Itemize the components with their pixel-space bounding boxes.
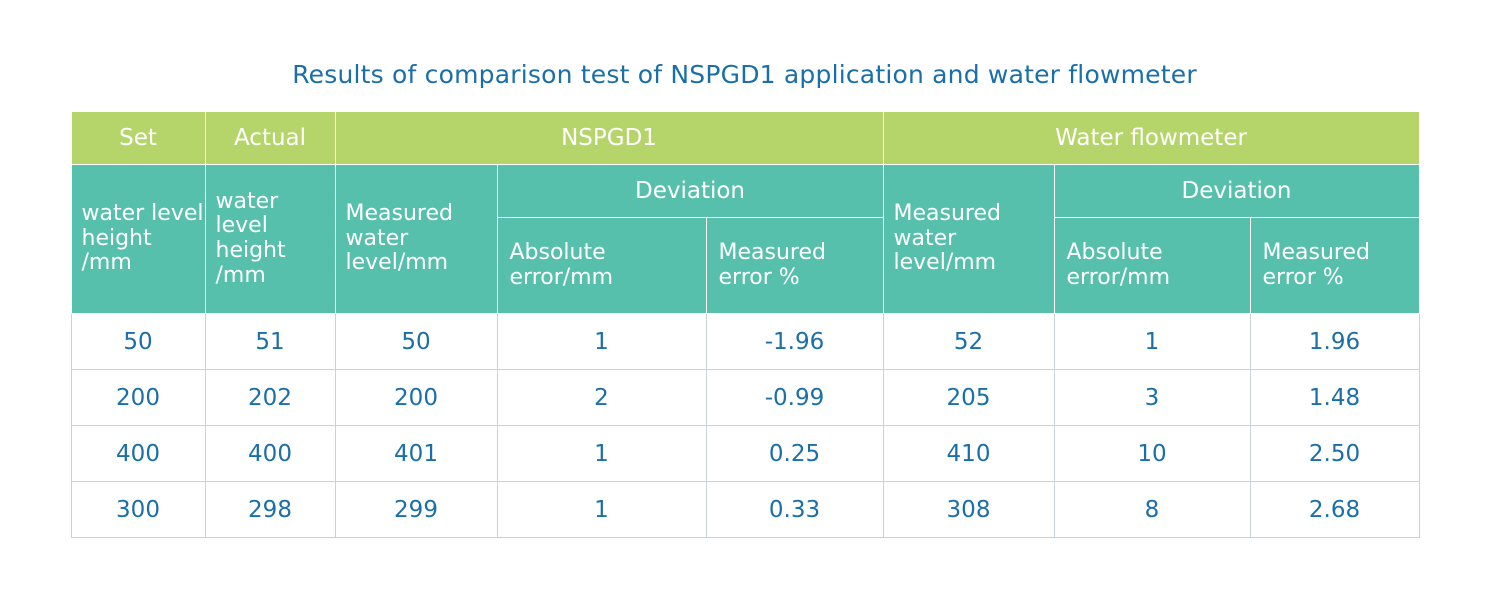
cell-flowmeter-measured: 205 bbox=[883, 370, 1054, 426]
table-body bbox=[71, 314, 1419, 538]
cell-set: 300 bbox=[71, 482, 205, 538]
cell-actual: 51 bbox=[205, 314, 335, 370]
page-title: Results of comparison test of NSPGD1 application and water flowmeter bbox=[292, 60, 1197, 89]
cell-flowmeter-absolute-error: 3 bbox=[1054, 370, 1250, 426]
header-nspgd1-measured-water-level: Measured water level/mm bbox=[335, 165, 497, 314]
cell-nspgd1-absolute-error: 1 bbox=[497, 482, 706, 538]
header-group-nspgd1: NSPGD1 bbox=[335, 112, 883, 165]
header-flowmeter-deviation: Deviation bbox=[1054, 165, 1419, 218]
table-row bbox=[71, 314, 1419, 370]
cell-nspgd1-measured: 200 bbox=[335, 370, 497, 426]
results-table bbox=[71, 111, 1420, 538]
cell-flowmeter-absolute-error: 1 bbox=[1054, 314, 1250, 370]
cell-flowmeter-absolute-error: 8 bbox=[1054, 482, 1250, 538]
table-row bbox=[71, 426, 1419, 482]
header-group-actual: Actual bbox=[205, 112, 335, 165]
table-row bbox=[71, 370, 1419, 426]
cell-set: 400 bbox=[71, 426, 205, 482]
cell-nspgd1-absolute-error: 2 bbox=[497, 370, 706, 426]
header-nspgd1-deviation: Deviation bbox=[497, 165, 883, 218]
cell-actual: 202 bbox=[205, 370, 335, 426]
cell-nspgd1-absolute-error: 1 bbox=[497, 426, 706, 482]
cell-nspgd1-absolute-error: 1 bbox=[497, 314, 706, 370]
cell-flowmeter-measured: 308 bbox=[883, 482, 1054, 538]
header-row-groups bbox=[71, 112, 1419, 165]
cell-flowmeter-measured: 410 bbox=[883, 426, 1054, 482]
header-nspgd1-measured-error: Measured error % bbox=[706, 218, 883, 314]
header-actual-water-level: water level height /mm bbox=[205, 165, 335, 314]
cell-nspgd1-measured-error: 0.33 bbox=[706, 482, 883, 538]
header-row-sub-1 bbox=[71, 165, 1419, 218]
cell-flowmeter-measured-error: 1.48 bbox=[1250, 370, 1419, 426]
cell-nspgd1-measured: 50 bbox=[335, 314, 497, 370]
header-nspgd1-absolute-error: Absolute error/mm bbox=[497, 218, 706, 314]
header-group-set: Set bbox=[71, 112, 205, 165]
header-flowmeter-absolute-error: Absolute error/mm bbox=[1054, 218, 1250, 314]
header-set-water-level: water level height /mm bbox=[71, 165, 205, 314]
cell-nspgd1-measured: 401 bbox=[335, 426, 497, 482]
table-row bbox=[71, 482, 1419, 538]
cell-actual: 400 bbox=[205, 426, 335, 482]
cell-flowmeter-measured-error: 2.50 bbox=[1250, 426, 1419, 482]
header-flowmeter-measured-error: Measured error % bbox=[1250, 218, 1419, 314]
cell-nspgd1-measured-error: -1.96 bbox=[706, 314, 883, 370]
cell-flowmeter-absolute-error: 10 bbox=[1054, 426, 1250, 482]
results-table-wrapper bbox=[71, 111, 1419, 538]
cell-flowmeter-measured: 52 bbox=[883, 314, 1054, 370]
cell-nspgd1-measured-error: -0.99 bbox=[706, 370, 883, 426]
cell-set: 50 bbox=[71, 314, 205, 370]
cell-actual: 298 bbox=[205, 482, 335, 538]
cell-nspgd1-measured: 299 bbox=[335, 482, 497, 538]
header-group-water-flowmeter: Water flowmeter bbox=[883, 112, 1419, 165]
cell-set: 200 bbox=[71, 370, 205, 426]
cell-flowmeter-measured-error: 2.68 bbox=[1250, 482, 1419, 538]
header-flowmeter-measured-water-level: Measured water level/mm bbox=[883, 165, 1054, 314]
table-header bbox=[71, 112, 1419, 314]
cell-nspgd1-measured-error: 0.25 bbox=[706, 426, 883, 482]
cell-flowmeter-measured-error: 1.96 bbox=[1250, 314, 1419, 370]
